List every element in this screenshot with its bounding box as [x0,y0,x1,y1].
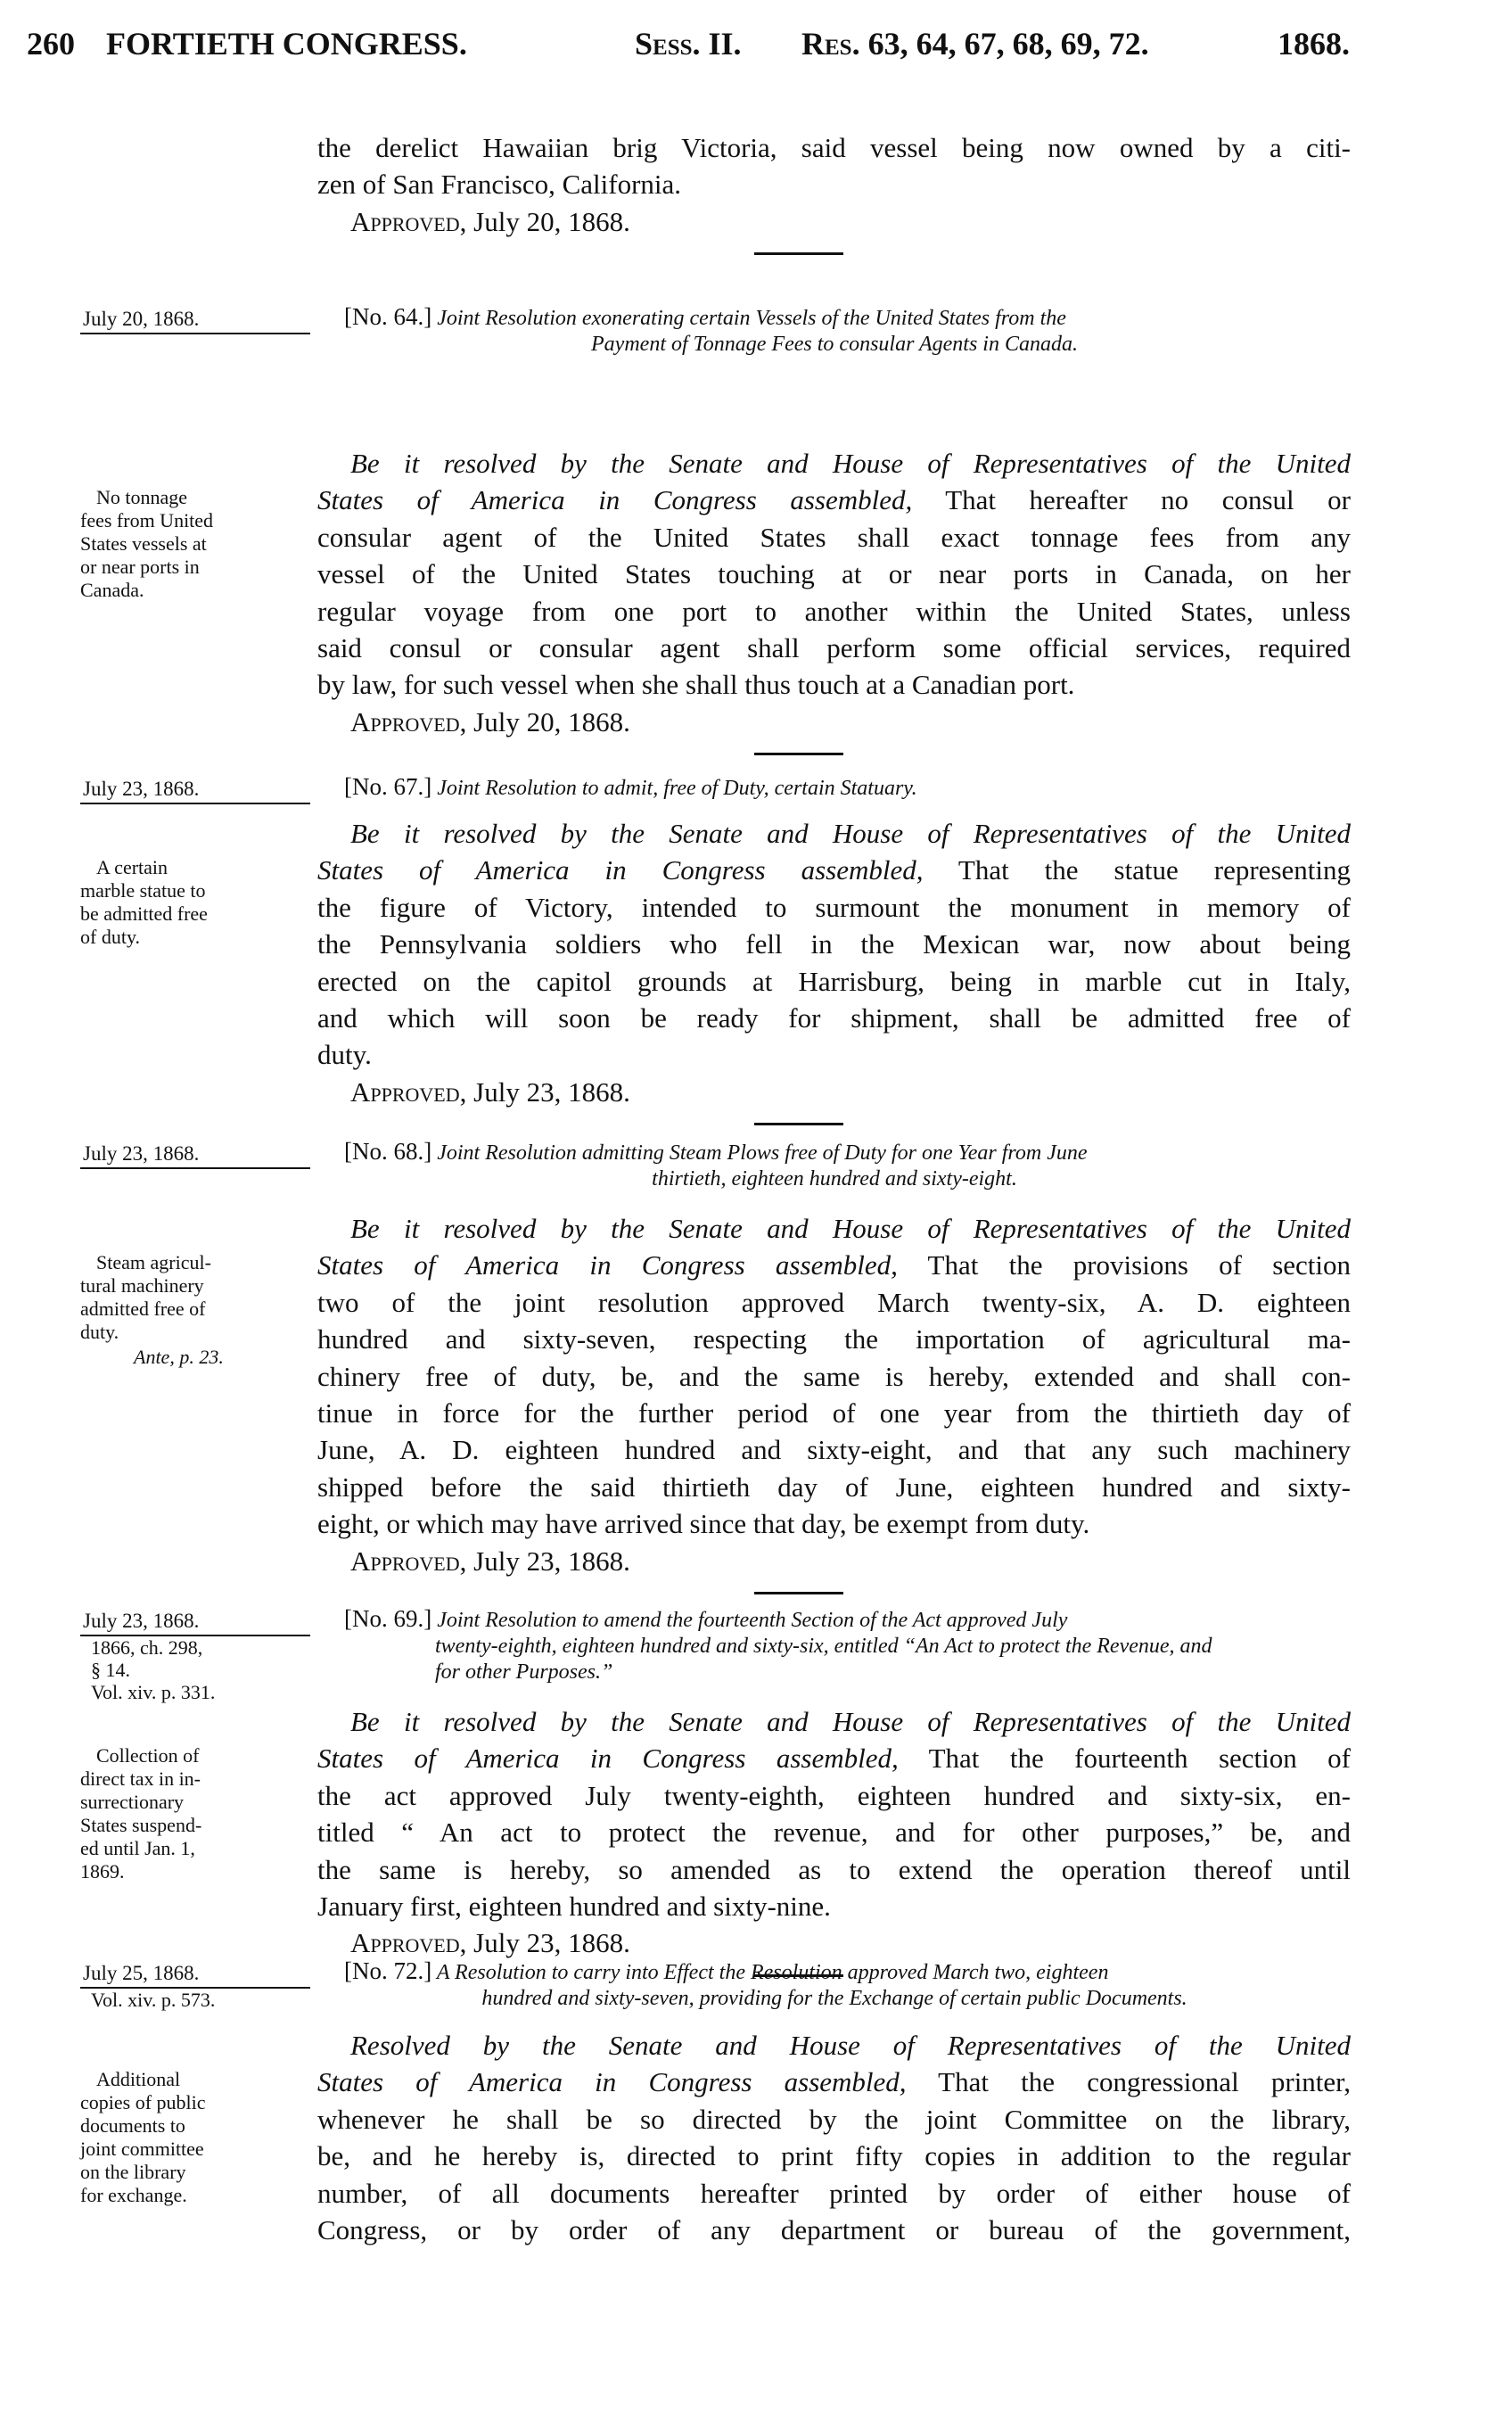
margin-note-line: admitted free of [80,1298,206,1320]
margin-reference: 1866, ch. 298, [91,1636,203,1659]
congress-title: FORTIETH CONGRESS. [106,26,467,62]
text-segment: That the congressional printer, [906,2066,1352,2098]
resolution-number: [No. 68.] [344,1138,432,1165]
margin-note [80,1744,314,1883]
approved-line [317,1074,1351,1110]
title-line [344,1166,1325,1192]
margin-note-line: States suspend- [80,1814,202,1836]
margin-date: July 23, 1868. [80,776,310,804]
title-line [344,1139,1325,1166]
margin-note-line: joint committee [80,2138,204,2160]
margin-note-line: of duty. [80,926,141,948]
text-line: eight, or which may have arrived since that day, be exempt from duty. [317,1508,1090,1540]
margin-note-line: surrectionary [80,1791,185,1813]
approved-line [317,203,1351,240]
text-line [317,2064,1351,2100]
margin-note-line: Steam agricul- [96,1251,211,1273]
title-text: twenty-eighth, eighteen hundred and sixty-six, entitled “An Act to protect the Revenue, and [435,1635,1212,1658]
margin-note-line: Canada. [80,579,144,601]
enacting-clause: Resolved by the Senate and House of Representatives of the United [350,2030,1351,2061]
text-line: by law, for such vessel when she shall thus touch at a Canadian port. [317,669,1075,701]
text-line: the figure of Victory, intended to surmount the monument in memory of [317,891,1351,923]
text-segment: That the fourteenth section of [898,1743,1351,1775]
section-divider [754,753,843,755]
text-line: the same is hereby, so amended as to extend the operation thereof until [317,1853,1351,1885]
margin-date: July 23, 1868. [80,1608,310,1636]
margin-note-line: be admitted free [80,902,208,925]
margin-note [80,2068,314,2207]
text-line: the Pennsylvania soldiers who fell in the Mexican war, now about being [317,928,1351,960]
text-line: two of the joint resolution approved March twenty-six, A. D. eighteen [317,1286,1351,1318]
enacting-clause: Be it resolved by the Senate and House of Representatives of the United [350,448,1351,479]
text-line: be, and he hereby is, directed to print fifty copies in addition to the regular [317,2140,1351,2172]
resolution-number: [No. 69.] [344,1605,432,1632]
text-line: consular agent of the United States shall exact tonnage fees from any [317,521,1351,553]
text-segment: That hereafter no consul or [912,484,1351,516]
margin-date-block [80,306,312,334]
page-number: 260 [27,26,75,62]
title-text: Joint Resolution exonerating certain Vessels of the United States from the [437,307,1066,330]
approved-line [317,1924,1351,1961]
title-line [344,304,1325,332]
title-line [344,1986,1325,2012]
text-line: said consul or consular agent shall perform some official services, required [317,631,1351,663]
text-line: zen of San Francisco, California. [317,169,682,201]
title-line [344,1958,1325,1986]
title-line [344,1660,1325,1685]
margin-note-line: marble statue to [80,879,206,902]
margin-note-line: fees from United [80,509,214,531]
text-line [317,852,1351,888]
title-line [344,774,1325,802]
approved-date: , July 23, 1868. [459,1927,630,1959]
margin-note-line: States vessels at [80,532,207,555]
margin-note-line: duty. [80,1321,119,1343]
margin-note [80,486,314,602]
margin-date-block [80,1608,312,1703]
margin-date-block [80,1141,312,1169]
text-line: June, A. D. eighteen hundred and sixty-eight, and that any such machinery [317,1434,1351,1466]
resolution-number: [No. 64.] [344,303,432,330]
title-text: Joint Resolution admitting Steam Plows free of Duty for one Year from June [437,1141,1088,1165]
text-line: whenever he shall be so directed by the joint Committee on the library, [317,2103,1351,2135]
enacting-clause-cont: States of America in Congress assembled, [317,1743,899,1775]
approved-date: , July 20, 1868. [459,205,630,237]
text-line: January first, eighteen hundred and sixty-nine. [317,1890,831,1922]
intro-continuation [317,129,1351,255]
text-line: vessel of the United States touching at or near ports in Canada, on her [317,558,1351,590]
text-line: shipped before the said thirtieth day of June, eighteen hundred and sixty- [317,1471,1351,1503]
resolution-number: [No. 72.] [344,1957,432,1984]
text-segment: That the statue representing [923,854,1351,886]
approved-label: Approved [350,1075,460,1108]
title-text: for other Purposes.” [435,1660,613,1684]
text-line: the act approved July twenty-eighth, eighteen hundred and sixty-six, en- [317,1779,1351,1811]
text-line [317,1740,1351,1776]
text-line [317,482,1351,518]
resolution-title [344,774,1325,802]
approved-line [317,704,1351,740]
text-line: erected on the capitol grounds at Harrisburg, being in marble cut in Italy, [317,965,1351,997]
text-line: tinue in force for the further period of one year from the thirtieth day of [317,1396,1351,1429]
session: Sess. II. [635,26,742,62]
text-segment: That the provisions of section [897,1249,1351,1281]
margin-note-line: direct tax in in- [80,1767,201,1790]
text-line: Congress, or by order of any department or bureau of the government, [317,2213,1351,2245]
resolution-title [344,1958,1325,2012]
title-text: Payment of Tonnage Fees to consular Agents in Canada. [591,333,1078,356]
margin-note-line: No tonnage [96,486,188,508]
approved-date: , July 23, 1868. [459,1545,630,1577]
resolution-title [344,1139,1325,1192]
title-text: Joint Resolution to admit, free of Duty, certain Statuary. [437,777,917,800]
margin-date: July 20, 1868. [80,306,310,334]
body-text [317,1703,1351,1977]
body-text [317,2027,1351,2248]
resolution-number: [No. 67.] [344,773,432,800]
margin-note-line: copies of public [80,2091,206,2113]
margin-cross-reference: Ante, p. 23. [134,1346,224,1368]
approved-date: , July 20, 1868. [459,705,630,737]
margin-note-line: or near ports in [80,556,200,578]
text-line [317,1247,1351,1283]
text-line: regular voyage from one port to another within the United States, unless [317,595,1351,627]
section-divider [754,1123,843,1125]
approved-label: Approved [350,205,460,237]
margin-date: July 25, 1868. [80,1960,310,1989]
text-line: number, of all documents hereafter printed by order of either house of [317,2177,1351,2209]
margin-date-block [80,1960,312,2011]
margin-reference: Vol. xiv. p. 573. [91,1989,216,2011]
title-line [344,1606,1325,1634]
title-line [344,332,1325,358]
title-text: hundred and sixty-seven, providing for the Exchange of certain public Documents. [481,1987,1187,2010]
enacting-clause-cont: States of America in Congress assembled, [317,1249,898,1281]
resolution-title [344,1606,1325,1685]
title-text: Joint Resolution to amend the fourteenth Section of the Act approved July [437,1609,1068,1632]
enacting-clause-cont: States of America in Congress assembled, [317,484,913,516]
text-line: hundred and sixty-seven, respecting the importation of agricultural ma- [317,1323,1351,1355]
body-text [317,1210,1351,1594]
section-divider [754,252,843,255]
margin-note-line: Collection of [96,1744,200,1767]
approved-label: Approved [350,1927,460,1959]
year: 1868. [1278,26,1350,62]
approved-label: Approved [350,1545,460,1577]
title-text: A Resolution to carry into Effect the Resolution approved March two, eighteen [436,1961,1109,1984]
page-header [0,25,1512,70]
margin-note [80,1251,314,1344]
approved-date: , July 23, 1868. [459,1075,630,1108]
margin-note-line: for exchange. [80,2184,187,2206]
margin-date-block [80,776,312,804]
resolutions-list: Res. 63, 64, 67, 68, 69, 72. [801,26,1149,62]
title-text: thirtieth, eighteen hundred and sixty-eight. [652,1167,1017,1191]
margin-reference: § 14. [91,1659,130,1681]
enacting-clause-cont: States of America in Congress assembled, [317,854,924,886]
text-line: chinery free of duty, be, and the same is hereby, extended and shall con- [317,1360,1351,1392]
enacting-clause: Be it resolved by the Senate and House of Representatives of the United [350,1213,1351,1244]
margin-note-line: Additional [96,2068,181,2090]
enacting-clause: Be it resolved by the Senate and House of Representatives of the United [350,818,1351,849]
text-line: duty. [317,1039,372,1071]
text-line: the derelict Hawaiian brig Victoria, said vessel being now owned by a citi- [317,132,1351,163]
enacting-clause-cont: States of America in Congress assembled, [317,2066,907,2098]
text-line: and which will soon be ready for shipment, shall be admitted free of [317,1001,1351,1034]
body-text [317,815,1351,1125]
approved-line [317,1543,1351,1579]
margin-note-line: on the library [80,2161,186,2183]
enacting-clause: Be it resolved by the Senate and House of Representatives of the United [350,1706,1351,1737]
margin-note-line: A certain [96,856,168,878]
margin-date: July 23, 1868. [80,1141,310,1169]
margin-note-line: 1869. [80,1860,125,1883]
margin-note [80,856,314,949]
text-line: titled “ An act to protect the revenue, and for other purposes,” be, and [317,1817,1351,1849]
margin-note-line: ed until Jan. 1, [80,1837,195,1859]
section-divider [754,1592,843,1594]
margin-note-line: documents to [80,2114,185,2137]
title-line [344,1634,1325,1660]
approved-label: Approved [350,705,460,737]
margin-note-line: tural machinery [80,1274,204,1297]
resolution-title [344,304,1325,358]
margin-reference: Vol. xiv. p. 331. [91,1681,216,1703]
body-text [317,445,1351,755]
